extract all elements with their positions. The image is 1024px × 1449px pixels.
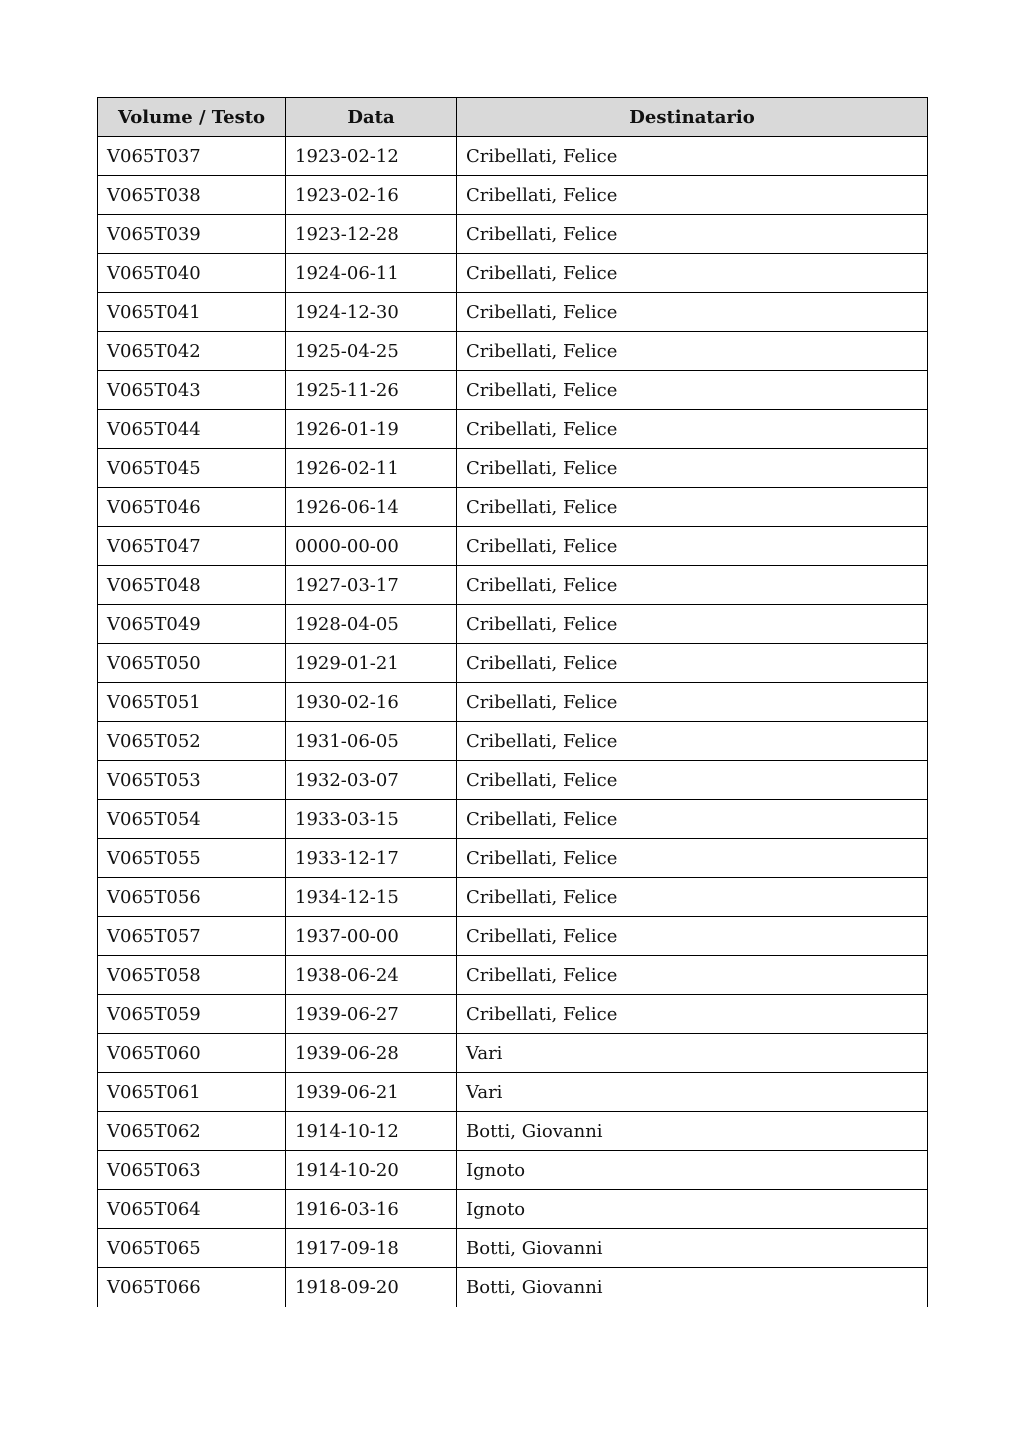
table-row bbox=[98, 176, 928, 215]
cell-volume-testo: V065T055 bbox=[98, 839, 286, 878]
table-row bbox=[98, 644, 928, 683]
cell-data: 1928-04-05 bbox=[286, 605, 457, 644]
table-row bbox=[98, 1112, 928, 1151]
cell-data: 1939-06-21 bbox=[286, 1073, 457, 1112]
cell-destinatario: Botti, Giovanni bbox=[457, 1112, 928, 1151]
cell-destinatario: Cribellati, Felice bbox=[457, 566, 928, 605]
cell-volume-testo: V065T064 bbox=[98, 1190, 286, 1229]
cell-destinatario: Cribellati, Felice bbox=[457, 722, 928, 761]
cell-data: 1917-09-18 bbox=[286, 1229, 457, 1268]
cell-volume-testo: V065T053 bbox=[98, 761, 286, 800]
table-row bbox=[98, 761, 928, 800]
cell-destinatario: Vari bbox=[457, 1073, 928, 1112]
table-row bbox=[98, 488, 928, 527]
cell-volume-testo: V065T039 bbox=[98, 215, 286, 254]
table-row bbox=[98, 332, 928, 371]
cell-data: 1931-06-05 bbox=[286, 722, 457, 761]
cell-volume-testo: V065T038 bbox=[98, 176, 286, 215]
cell-destinatario: Cribellati, Felice bbox=[457, 995, 928, 1034]
cell-destinatario: Cribellati, Felice bbox=[457, 137, 928, 176]
cell-data: 1927-03-17 bbox=[286, 566, 457, 605]
cell-volume-testo: V065T060 bbox=[98, 1034, 286, 1073]
table-row bbox=[98, 1190, 928, 1229]
table-row bbox=[98, 1151, 928, 1190]
cell-volume-testo: V065T045 bbox=[98, 449, 286, 488]
table-row bbox=[98, 1229, 928, 1268]
cell-volume-testo: V065T061 bbox=[98, 1073, 286, 1112]
cell-destinatario: Cribellati, Felice bbox=[457, 605, 928, 644]
cell-destinatario: Ignoto bbox=[457, 1190, 928, 1229]
cell-data: 1939-06-28 bbox=[286, 1034, 457, 1073]
cell-destinatario: Cribellati, Felice bbox=[457, 527, 928, 566]
cell-volume-testo: V065T049 bbox=[98, 605, 286, 644]
cell-data: 1926-06-14 bbox=[286, 488, 457, 527]
cell-destinatario: Cribellati, Felice bbox=[457, 176, 928, 215]
table-row bbox=[98, 878, 928, 917]
table-row bbox=[98, 839, 928, 878]
cell-volume-testo: V065T065 bbox=[98, 1229, 286, 1268]
cell-destinatario: Cribellati, Felice bbox=[457, 800, 928, 839]
cell-destinatario: Cribellati, Felice bbox=[457, 371, 928, 410]
cell-destinatario: Cribellati, Felice bbox=[457, 254, 928, 293]
table-row bbox=[98, 956, 928, 995]
cell-destinatario: Cribellati, Felice bbox=[457, 449, 928, 488]
cell-destinatario: Vari bbox=[457, 1034, 928, 1073]
cell-destinatario: Cribellati, Felice bbox=[457, 956, 928, 995]
cell-data: 1923-12-28 bbox=[286, 215, 457, 254]
cell-destinatario: Cribellati, Felice bbox=[457, 761, 928, 800]
table-row bbox=[98, 410, 928, 449]
table-row bbox=[98, 1268, 928, 1307]
cell-data: 1924-06-11 bbox=[286, 254, 457, 293]
cell-destinatario: Cribellati, Felice bbox=[457, 488, 928, 527]
cell-destinatario: Cribellati, Felice bbox=[457, 878, 928, 917]
cell-volume-testo: V065T042 bbox=[98, 332, 286, 371]
cell-data: 1938-06-24 bbox=[286, 956, 457, 995]
cell-data: 1914-10-12 bbox=[286, 1112, 457, 1151]
table-row bbox=[98, 371, 928, 410]
cell-destinatario: Ignoto bbox=[457, 1151, 928, 1190]
cell-data: 1926-02-11 bbox=[286, 449, 457, 488]
cell-volume-testo: V065T054 bbox=[98, 800, 286, 839]
cell-data: 1939-06-27 bbox=[286, 995, 457, 1034]
cell-destinatario: Cribellati, Felice bbox=[457, 644, 928, 683]
cell-data: 1914-10-20 bbox=[286, 1151, 457, 1190]
table-row bbox=[98, 566, 928, 605]
cell-data: 1929-01-21 bbox=[286, 644, 457, 683]
cell-volume-testo: V065T063 bbox=[98, 1151, 286, 1190]
table-row bbox=[98, 254, 928, 293]
table-row bbox=[98, 527, 928, 566]
cell-destinatario: Cribellati, Felice bbox=[457, 683, 928, 722]
cell-volume-testo: V065T058 bbox=[98, 956, 286, 995]
cell-data: 1923-02-12 bbox=[286, 137, 457, 176]
cell-volume-testo: V065T044 bbox=[98, 410, 286, 449]
cell-data: 1924-12-30 bbox=[286, 293, 457, 332]
cell-destinatario: Cribellati, Felice bbox=[457, 215, 928, 254]
table-row bbox=[98, 917, 928, 956]
cell-data: 0000-00-00 bbox=[286, 527, 457, 566]
header-volume-testo: Volume / Testo bbox=[98, 98, 286, 137]
cell-data: 1918-09-20 bbox=[286, 1268, 457, 1307]
cell-volume-testo: V065T056 bbox=[98, 878, 286, 917]
table-row bbox=[98, 1073, 928, 1112]
cell-data: 1926-01-19 bbox=[286, 410, 457, 449]
cell-volume-testo: V065T046 bbox=[98, 488, 286, 527]
table-row bbox=[98, 683, 928, 722]
cell-data: 1930-02-16 bbox=[286, 683, 457, 722]
cell-data: 1933-12-17 bbox=[286, 839, 457, 878]
cell-destinatario: Cribellati, Felice bbox=[457, 332, 928, 371]
cell-destinatario: Cribellati, Felice bbox=[457, 839, 928, 878]
cell-volume-testo: V065T059 bbox=[98, 995, 286, 1034]
cell-destinatario: Botti, Giovanni bbox=[457, 1229, 928, 1268]
table-body bbox=[98, 137, 928, 1307]
cell-destinatario: Cribellati, Felice bbox=[457, 410, 928, 449]
cell-data: 1932-03-07 bbox=[286, 761, 457, 800]
header-destinatario: Destinatario bbox=[457, 98, 928, 137]
cell-data: 1923-02-16 bbox=[286, 176, 457, 215]
table-row bbox=[98, 449, 928, 488]
cell-data: 1916-03-16 bbox=[286, 1190, 457, 1229]
cell-volume-testo: V065T047 bbox=[98, 527, 286, 566]
cell-destinatario: Cribellati, Felice bbox=[457, 293, 928, 332]
table-row bbox=[98, 293, 928, 332]
table-row bbox=[98, 137, 928, 176]
table-row bbox=[98, 1034, 928, 1073]
cell-data: 1925-11-26 bbox=[286, 371, 457, 410]
cell-volume-testo: V065T037 bbox=[98, 137, 286, 176]
table-row bbox=[98, 995, 928, 1034]
letters-table bbox=[97, 97, 928, 1307]
cell-data: 1933-03-15 bbox=[286, 800, 457, 839]
cell-data: 1925-04-25 bbox=[286, 332, 457, 371]
header-data: Data bbox=[286, 98, 457, 137]
cell-volume-testo: V065T050 bbox=[98, 644, 286, 683]
cell-volume-testo: V065T062 bbox=[98, 1112, 286, 1151]
cell-destinatario: Botti, Giovanni bbox=[457, 1268, 928, 1307]
table-row bbox=[98, 605, 928, 644]
table-row bbox=[98, 800, 928, 839]
cell-volume-testo: V065T066 bbox=[98, 1268, 286, 1307]
table-header-row bbox=[98, 98, 928, 137]
table-row bbox=[98, 215, 928, 254]
cell-destinatario: Cribellati, Felice bbox=[457, 917, 928, 956]
cell-volume-testo: V065T051 bbox=[98, 683, 286, 722]
cell-volume-testo: V065T040 bbox=[98, 254, 286, 293]
cell-volume-testo: V065T048 bbox=[98, 566, 286, 605]
cell-data: 1937-00-00 bbox=[286, 917, 457, 956]
cell-volume-testo: V065T057 bbox=[98, 917, 286, 956]
table-row bbox=[98, 722, 928, 761]
cell-data: 1934-12-15 bbox=[286, 878, 457, 917]
cell-volume-testo: V065T052 bbox=[98, 722, 286, 761]
cell-volume-testo: V065T043 bbox=[98, 371, 286, 410]
cell-volume-testo: V065T041 bbox=[98, 293, 286, 332]
